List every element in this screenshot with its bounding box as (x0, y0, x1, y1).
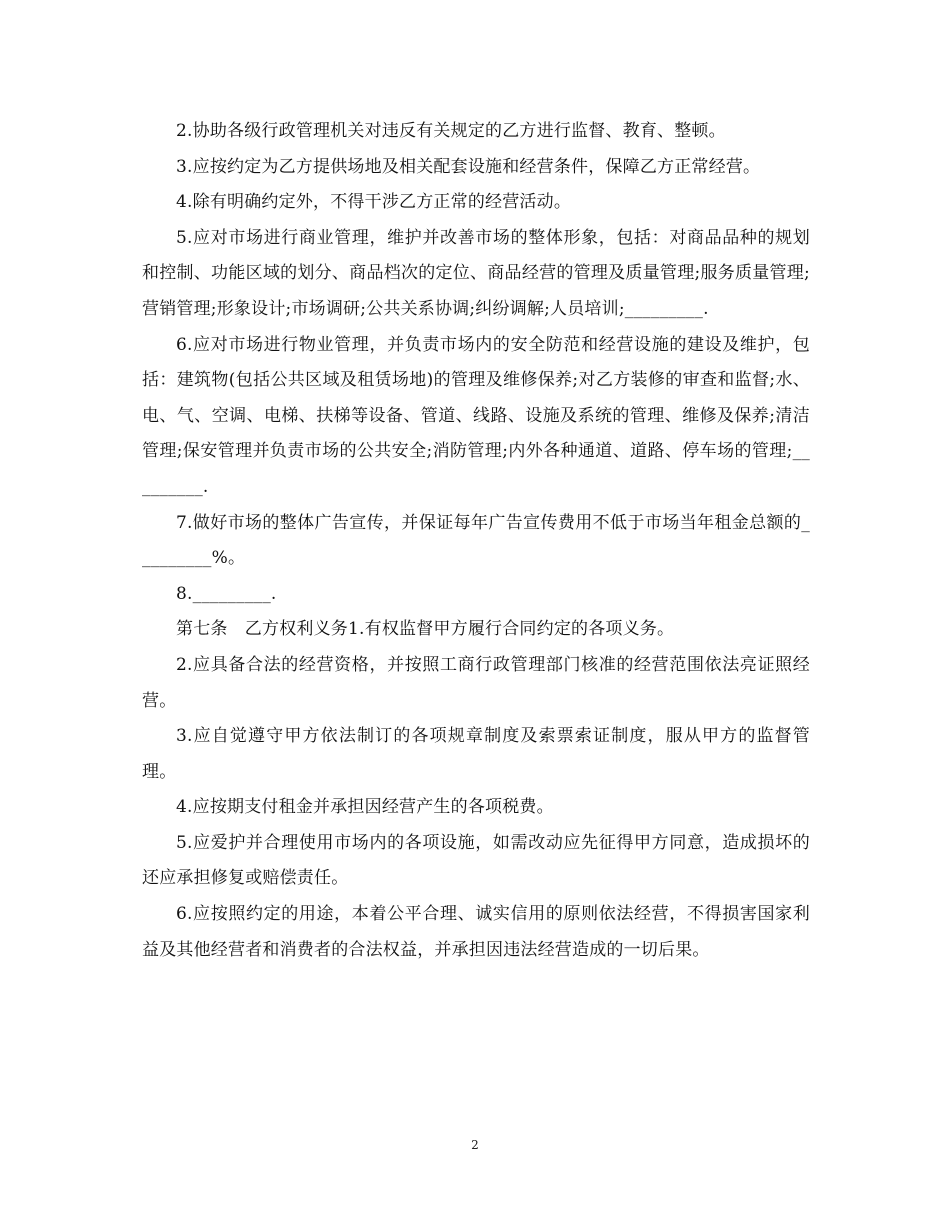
paragraph-item-6: 6.应对市场进行物业管理，并负责市场内的安全防范和经营设施的建设及维护，包括：建筑物(包括公共区域及租赁场地)的管理及维修保养;对乙方装修的审查和监督;水、电、气、空调、电梯、扶梯等设备、管道、线路、设施及系统的管理、维修及保养;清洁管理;保安管理并负责市场的公共安全;消防管理;内外各种通道、道路、停车场的管理;_________. (142, 334, 810, 497)
paragraph-item-2: 2.协助各级行政管理机关对违反有关规定的乙方进行监督、教育、整顿。 (176, 121, 726, 141)
paragraph-item-3: 3.应按约定为乙方提供场地及相关配套设施和经营条件，保障乙方正常经营。 (176, 156, 761, 177)
article-7-heading-paragraph: 第七条 乙方权利义务1.有权监督甲方履行合同约定的各项义务。 (176, 619, 675, 640)
paragraph-item-5: 5.应对市场进行商业管理，维护并改善市场的整体形象，包括：对商品品种的规划和控制、功能区域的划分、商品档次的定位、商品经营的管理及质量管理;服务质量管理;营销管理;形象设计;市场调研;公共关系协调;纠纷调解;人员培训;_________. (142, 227, 810, 319)
paragraph-party-b-item-5: 5.应爱护并合理使用市场内的各项设施，如需改动应先征得甲方同意，造成损坏的还应承担修复或赔偿责任。 (142, 832, 810, 889)
paragraph-party-b-item-6: 6.应按照约定的用途，本着公平合理、诚实信用的原则依法经营，不得损害国家利益及其他经营者和消费者的合法权益，并承担因违法经营造成的一切后果。 (142, 904, 810, 960)
paragraph-item-8: 8._________. (176, 583, 277, 604)
paragraph-item-4: 4.除有明确约定外，不得干涉乙方正常的经营活动。 (176, 192, 572, 213)
document-body (142, 114, 810, 968)
page-number: 2 (471, 1138, 479, 1152)
paragraph-party-b-item-4: 4.应按期支付租金并承担因经营产生的各项税费。 (176, 797, 554, 818)
paragraph-party-b-item-3: 3.应自觉遵守甲方依法制订的各项规章制度及索票索证制度，服从甲方的监督管理。 (142, 726, 810, 782)
paragraph-item-7: 7.做好市场的整体广告宣传，并保证每年广告宣传费用不低于市场当年租金总额的_________%。 (142, 512, 810, 569)
paragraph-party-b-item-2: 2.应具备合法的经营资格，并按照工商行政管理部门核准的经营范围依法亮证照经营。 (142, 654, 810, 711)
